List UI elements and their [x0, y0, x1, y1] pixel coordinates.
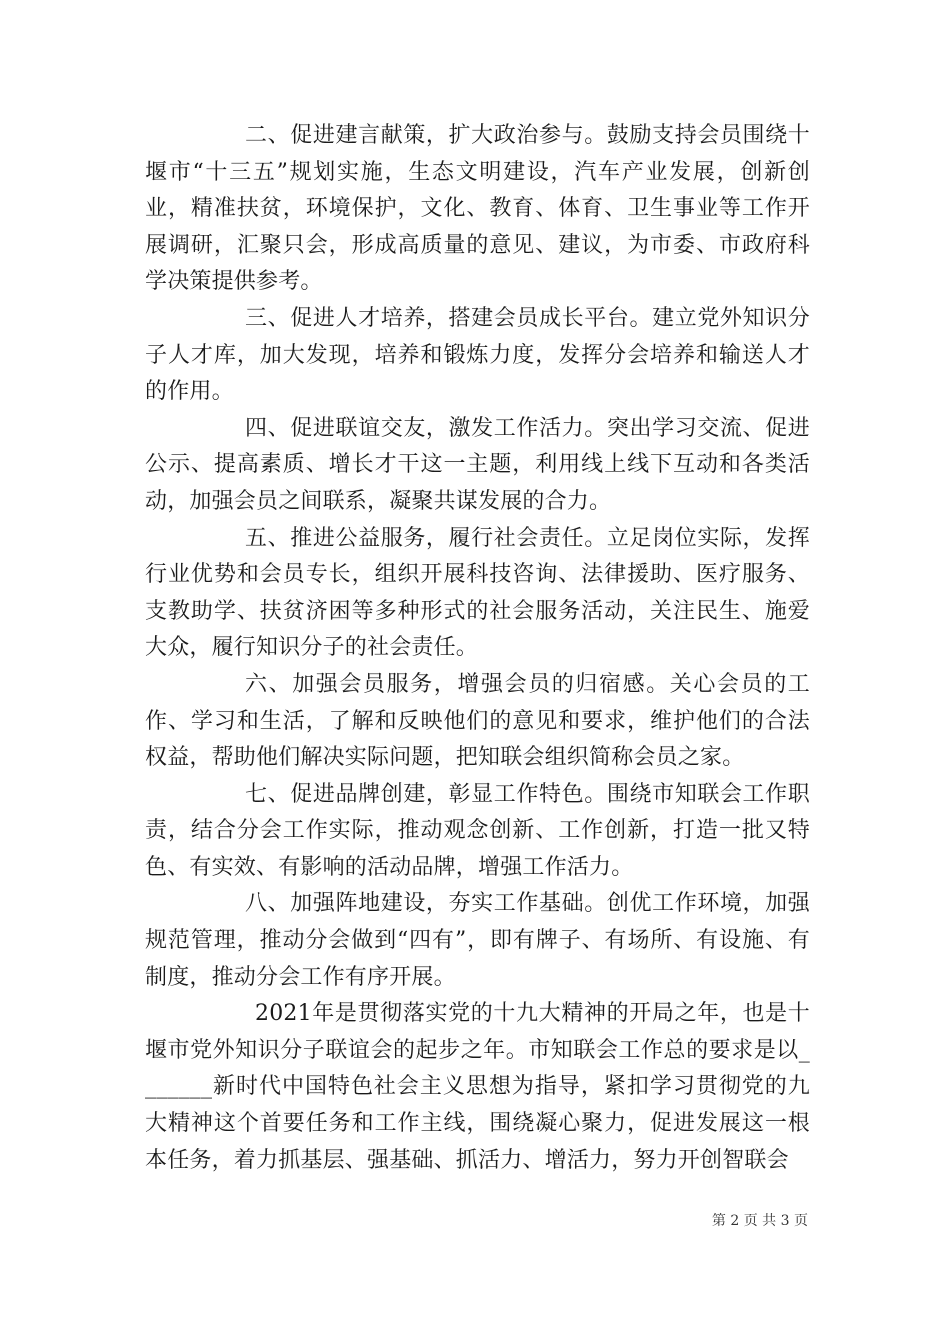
page-number-footer: 第 2 页 共 3 页 — [711, 1213, 808, 1229]
paragraph-6: 六、加强会员服务，增强会员的归宿感。关心会员的工作、学习和生活，了解和反映他们的意见和要求，维护他们的合法权益，帮助他们解决实际问题，把知联会组织简称会员之家。 — [145, 671, 810, 771]
paragraph-7: 七、促进品牌创建，彰显工作特色。围绕市知联会工作职责，结合分会工作实际，推动观念创新、工作创新，打造一批又特色、有实效、有影响的活动品牌，增强工作活力。 — [145, 781, 810, 880]
paragraph-4: 四、促进联谊交友，激发工作活力。突出学习交流、促进公示、提高素质、增长才干这一主题，利用线上线下互动和各类活动，加强会员之间联系，凝聚共谋发展的合力。 — [145, 415, 810, 514]
document-body — [145, 118, 810, 1179]
paragraph-2: 二、促进建言献策，扩大政治参与。鼓励支持会员围绕十堰市“十三五”规划实施，生态文明建设，汽车产业发展，创新创业，精准扶贫，环境保护，文化、教育、体育、卫生事业等工作开展调研，汇聚只会，形成高质量的意见、建议，为市委、市政府科学决策提供参考。 — [145, 123, 810, 295]
paragraph-2021-summary: 2021年是贯彻落实党的十九大精神的开局之年，也是十堰市党外知识分子联谊会的起步之年。市知联会工作总的要求是以_______新时代中国特色社会主义思想为指导，紧扣学习贯彻党的九大精神这个首要任务和工作主线，围绕凝心聚力，促进发展这一根本任务，着力抓基层、强基础、抓活力、增活力，努力开创智联会 — [145, 1001, 810, 1173]
paragraph-3: 三、促进人才培养，搭建会员成长平台。建立党外知识分子人才库，加大发现，培养和锻炼力度，发挥分会培养和输送人才的作用。 — [145, 305, 810, 405]
paragraph-5: 五、推进公益服务，履行社会责任。立足岗位实际，发挥行业优势和会员专长，组织开展科技咨询、法律援助、医疗服务、支教助学、扶贫济困等多种形式的社会服务活动，关注民生、施爱大众，履行知识分子的社会责任。 — [145, 525, 810, 661]
paragraph-8: 八、加强阵地建设，夯实工作基础。创优工作环境，加强规范管理，推动分会做到“四有”，即有牌子、有场所、有设施、有制度，推动分会工作有序开展。 — [145, 891, 810, 990]
